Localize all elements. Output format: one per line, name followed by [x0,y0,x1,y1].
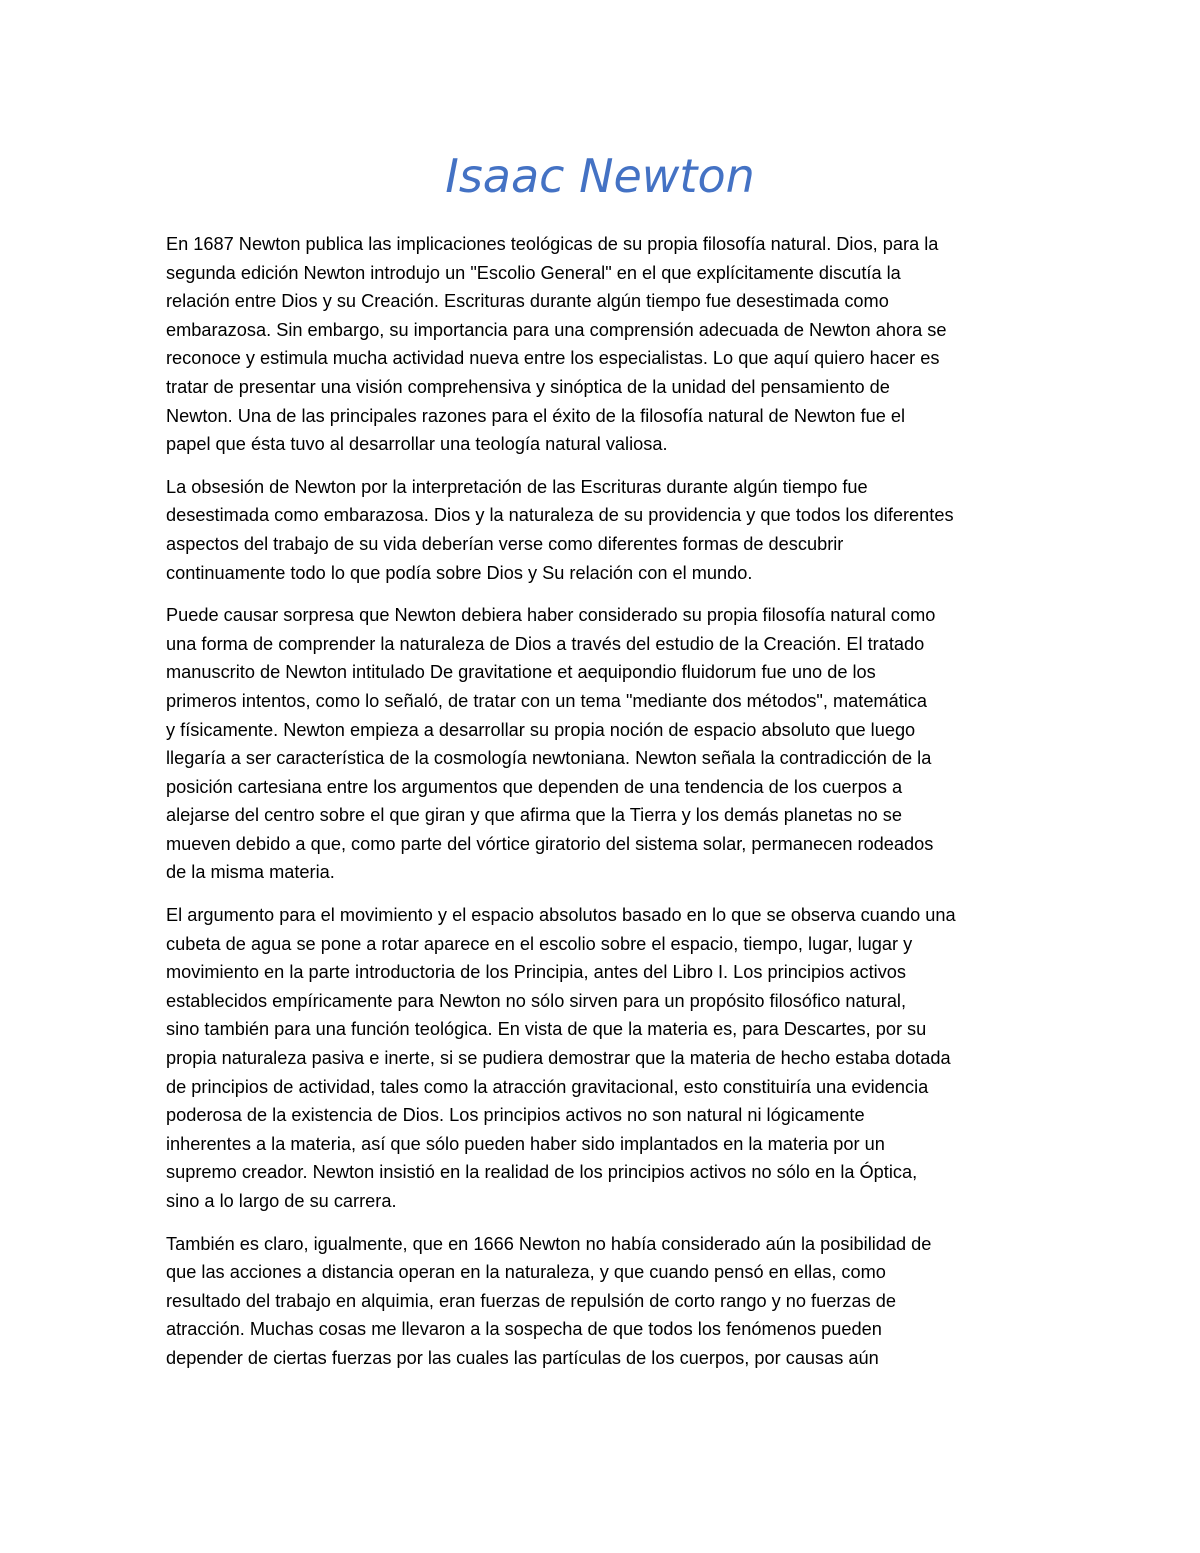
text-line: atracción. Muchas cosas me llevaron a la sospecha de que todos los fenómenos pueden [166,1319,882,1340]
text-line: cubeta de agua se pone a rotar aparece en el escolio sobre el espacio, tiempo, lugar, lugar y [166,933,913,954]
text-line: sino a lo largo de su carrera. [166,1191,397,1211]
text-line: posición cartesiana entre los argumentos que dependen de una tendencia de los cuerpos a [166,776,903,797]
text-line: de la misma materia. [166,862,335,883]
text-line: relación entre Dios y su Creación. Escrituras durante algún tiempo fue desestimada como [166,291,889,312]
paragraph-3 [166,601,1038,887]
document-body [166,230,1038,1387]
text-line: sino también para una función teológica. En vista de que la materia es, para Descartes, por su [166,1019,927,1040]
paragraph-4 [166,901,1038,1216]
text-line: reconoce y estimula mucha actividad nueva entre los especialistas. Lo que aquí quiero hacer es [166,348,940,369]
document-title: Isaac Newton [445,149,755,203]
paragraph-5 [166,1230,1038,1373]
text-line: depender de ciertas fuerzas por las cuales las partículas de los cuerpos, por causas aún [166,1347,879,1368]
text-line: primeros intentos, como lo señaló, de tratar con un tema "mediante dos métodos", matemática [166,690,927,711]
paragraph-2 [166,473,1038,587]
text-line: Newton. Una de las principales razones para el éxito de la filosofía natural de Newton fue el [166,405,906,426]
text-line: embarazosa. Sin embargo, su importancia para una comprensión adecuada de Newton ahora se [166,319,947,340]
text-line: resultado del trabajo en alquimia, eran fuerzas de repulsión de corto rango y no fuerzas de [166,1290,896,1311]
text-line: una forma de comprender la naturaleza de Dios a través del estudio de la Creación. El tratado [166,633,925,654]
text-line: continuamente todo lo que podía sobre Dios y Su relación con el mundo. [166,562,753,583]
text-line: propia naturaleza pasiva e inerte, si se pudiera demostrar que la materia de hecho estaba dotada [166,1048,951,1069]
text-line: mueven debido a que, como parte del vórtice giratorio del sistema solar, permanecen rodeados [166,833,934,854]
text-line: de principios de actividad, tales como la atracción gravitacional, esto constituiría una evidencia [166,1076,929,1097]
text-line: poderosa de la existencia de Dios. Los principios activos no son natural ni lógicamente [166,1105,865,1126]
text-line: y físicamente. Newton empieza a desarrollar su propia noción de espacio absoluto que luego [166,719,916,740]
text-line: establecidos empíricamente para Newton no sólo sirven para un propósito filosófico natural, [166,990,907,1011]
text-line: También es claro, igualmente, que en 1666 Newton no había considerado aún la posibilidad de [166,1233,932,1254]
paragraph-1 [166,230,1038,459]
text-line: inherentes a la materia, así que sólo pueden haber sido implantados en la materia por un [166,1133,885,1154]
text-line: aspectos del trabajo de su vida deberían verse como diferentes formas de descubrir [166,533,844,554]
text-line: manuscrito de Newton intitulado De gravitatione et aequipondio fluidorum fue uno de los [166,662,876,683]
text-line: supremo creador. Newton insistió en la realidad de los principios activos no sólo en la Óptica, [166,1162,918,1183]
text-line: que las acciones a distancia operan en la naturaleza, y que cuando pensó en ellas, como [166,1262,886,1283]
text-line: segunda edición Newton introdujo un "Escolio General" en el que explícitamente discutía la [166,262,901,283]
text-line: tratar de presentar una visión comprehensiva y sinóptica de la unidad del pensamiento de [166,376,890,397]
text-line: llegaría a ser característica de la cosmología newtoniana. Newton señala la contradicción de la [166,748,932,769]
text-line: El argumento para el movimiento y el espacio absolutos basado en lo que se observa cuando una [166,905,956,926]
text-line: movimiento en la parte introductoria de los Principia, antes del Libro I. Los principios activos [166,962,907,983]
text-line: alejarse del centro sobre el que giran y que afirma que la Tierra y los demás planetas no se [166,805,902,826]
text-line: desestimada como embarazosa. Dios y la naturaleza de su providencia y que todos los diferentes [166,505,954,526]
text-line: La obsesión de Newton por la interpretación de las Escrituras durante algún tiempo fue [166,476,868,497]
text-line: En 1687 Newton publica las implicaciones teológicas de su propia filosofía natural. Dios, para la [166,234,939,254]
text-line: papel que ésta tuvo al desarrollar una teología natural valiosa. [166,434,668,455]
text-line: Puede causar sorpresa que Newton debiera haber considerado su propia filosofía natural como [166,605,936,626]
